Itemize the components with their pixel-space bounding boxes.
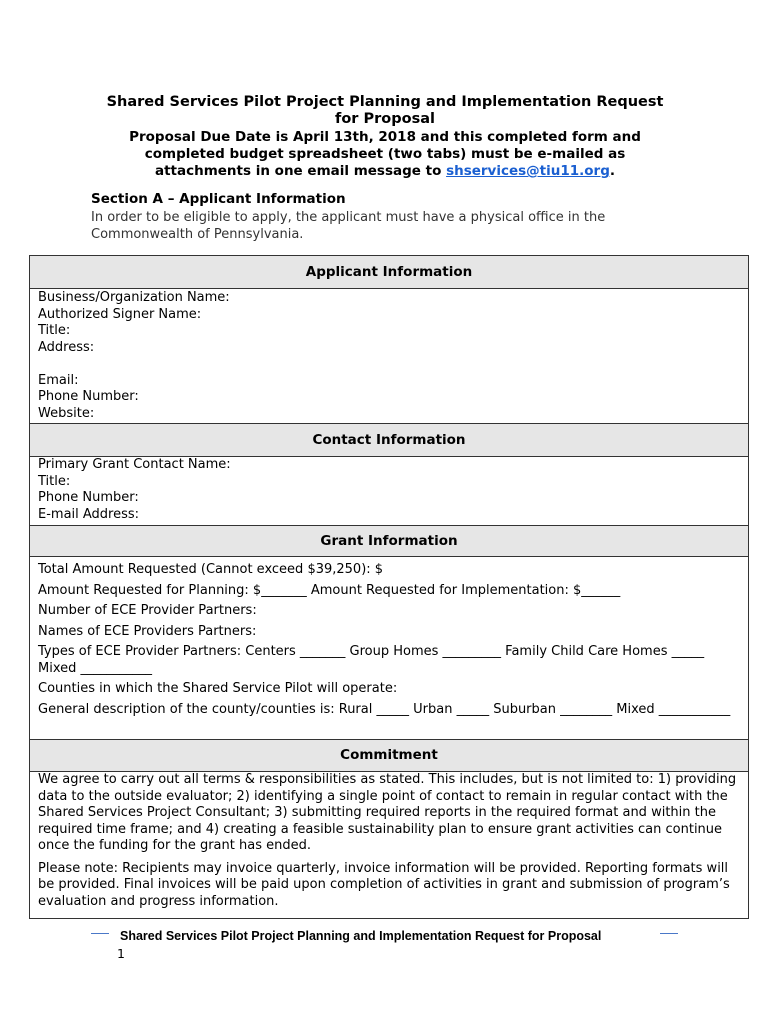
commitment-paragraph: We agree to carry out all terms & responsibilities as stated. This includes, but is not limited to: 1) providing data to the outside evaluator; 2) identifying a single point of contact to remain in regular contact with the Shared Services Project Consultant; 3) submitting required reports in the required format and within the required time frame; and 4) creating a feasible sustainability plan to ensure grant activities can continue once the funding for the grant has ended.: [38, 772, 737, 853]
page-number: 1: [117, 946, 125, 961]
commitment-header: Commitment: [30, 740, 749, 772]
contact-info-header: Contact Information: [30, 424, 749, 457]
applicant-info-section: [30, 289, 749, 424]
total-amount-field[interactable]: Total Amount Requested (Cannot exceed $39,250): $: [38, 562, 384, 577]
applicant-email-field[interactable]: Email:: [38, 372, 79, 388]
grant-info-header: Grant Information: [30, 526, 749, 557]
primary-contact-field[interactable]: Primary Grant Contact Name:: [38, 457, 231, 472]
due-line-1: Proposal Due Date is April 13th, 2018 and this completed form and: [129, 129, 641, 145]
contact-title-field[interactable]: Title:: [38, 473, 71, 489]
due-line-3-suffix: .: [609, 163, 616, 179]
grant-info-section: [30, 557, 749, 740]
section-a-title: Section A – Applicant Information: [91, 191, 346, 207]
applicant-title-field[interactable]: Title:: [38, 323, 71, 338]
footer-rule-right: [660, 933, 678, 934]
county-description-field[interactable]: General description of the county/counties is: Rural _____ Urban _____ Suburban ________ Mixed ___________: [38, 701, 731, 717]
contact-info-section: [30, 457, 749, 526]
invoice-note-paragraph: Please note: Recipients may invoice quarterly, invoice information will be provided. Reporting formats will be provided. Final invoices will be paid upon completion of activities in grant and submission of program’s evaluation and progress information.: [38, 860, 730, 909]
website-field[interactable]: Website:: [38, 405, 95, 421]
commitment-section: [30, 772, 749, 919]
title-line-2: for Proposal: [335, 111, 435, 127]
partner-names-field[interactable]: Names of ECE Providers Partners:: [38, 623, 257, 639]
due-line-2: completed budget spreadsheet (two tabs) must be e-mailed as: [144, 146, 626, 162]
counties-field[interactable]: Counties in which the Shared Service Pilot will operate:: [38, 681, 398, 696]
application-form-table: [29, 255, 749, 919]
section-a-description: In order to be eligible to apply, the applicant must have a physical office in the Commonwealth of Pennsylvania.: [91, 210, 606, 242]
applicant-info-header: Applicant Information: [30, 256, 749, 289]
contact-phone-field[interactable]: Phone Number:: [38, 490, 139, 505]
contact-email-field[interactable]: E-mail Address:: [38, 506, 140, 522]
document-title: [60, 94, 710, 128]
applicant-phone-field[interactable]: Phone Number:: [38, 389, 139, 404]
submission-email-link[interactable]: shservices@tiu11.org: [446, 163, 610, 179]
due-date-notice: [80, 129, 690, 180]
number-of-partners-field[interactable]: Number of ECE Provider Partners:: [38, 603, 257, 618]
title-line-1: Shared Services Pilot Project Planning and Implementation Request: [106, 94, 664, 110]
footer-title: Shared Services Pilot Project Planning and Implementation Request for Proposal: [120, 929, 602, 943]
address-field[interactable]: Address:: [38, 339, 95, 355]
due-line-3-prefix: attachments in one email message to: [154, 163, 447, 179]
business-name-field[interactable]: Business/Organization Name:: [38, 290, 230, 305]
signer-name-field[interactable]: Authorized Signer Name:: [38, 306, 202, 322]
due-line-3: [80, 163, 690, 180]
footer-rule-left: [91, 933, 109, 934]
planning-implementation-amounts[interactable]: Amount Requested for Planning: $_______ Amount Requested for Implementation: $______: [38, 582, 621, 598]
partner-types-field[interactable]: Types of ECE Provider Partners: Centers _______ Group Homes _________ Family Child Care Homes _____ Mixed ___________: [38, 644, 705, 676]
